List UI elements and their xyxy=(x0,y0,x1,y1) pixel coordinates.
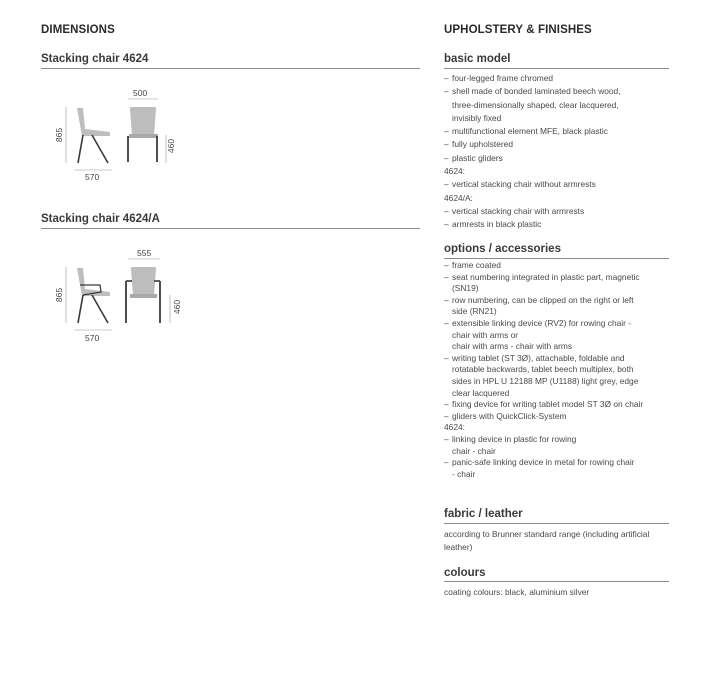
basic_model-line: – armrests in black plastic xyxy=(444,218,676,231)
basic_model-line: – plastic gliders xyxy=(444,152,676,165)
chair-4624-seat-height-label: 460 xyxy=(166,138,177,154)
options-line: clear lacquered xyxy=(452,387,510,398)
options-title: options / accessories xyxy=(444,243,561,255)
options-line: chair with arms or xyxy=(452,329,519,340)
options-line: (SN19) xyxy=(452,283,479,294)
options-line: – linking device in plastic for rowing xyxy=(444,434,676,446)
chair-4624a-width-label: 555 xyxy=(137,248,152,258)
basic_model-line: – vertical stacking chair with armrests xyxy=(444,205,676,218)
options-line: – writing tablet (ST 3Ø), attachable, foldable and xyxy=(444,353,676,365)
options-line: – fixing device for writing tablet model ST 3Ø on chair xyxy=(444,399,676,411)
options-line: 4624: xyxy=(444,422,465,433)
chair-4624a-title: Stacking chair 4624/A xyxy=(41,213,160,225)
options-rule xyxy=(444,258,669,259)
options-line: – row numbering, can be clipped on the right or left xyxy=(444,295,676,307)
basic_model-line: – vertical stacking chair without armrests xyxy=(444,178,676,191)
chair-4624a-depth-label: 570 xyxy=(85,333,100,343)
options-list xyxy=(444,260,676,480)
chair-4624a-drawing xyxy=(50,245,200,345)
upholstery-heading: UPHOLSTERY & FINISHES xyxy=(444,24,592,36)
basic_model-line: 4624/A: xyxy=(444,192,473,203)
basic_model-line: – fully upholstered xyxy=(444,138,676,151)
chair-4624-front-shell xyxy=(130,107,157,135)
options-line: side (RN21) xyxy=(452,306,497,317)
fabric-text: according to Brunner standard range (including artificial leather) xyxy=(444,529,650,552)
chair-4624-svg xyxy=(50,85,200,185)
dimensions-heading: DIMENSIONS xyxy=(41,24,115,36)
options-line: rotatable backwards, tablet beech multiplex, both xyxy=(452,364,634,375)
basic_model-line: – multifunctional element MFE, black plastic xyxy=(444,125,676,138)
fabric-title: fabric / leather xyxy=(444,508,523,520)
options-line: chair with arms - chair with arms xyxy=(452,341,573,352)
options-line: – extensible linking device (RV2) for rowing chair - xyxy=(444,318,676,330)
chair-4624-width-label: 500 xyxy=(133,88,148,98)
chair-4624-title: Stacking chair 4624 xyxy=(41,53,149,65)
basic-model-rule xyxy=(444,68,669,69)
chair-4624a-side-shell xyxy=(77,268,110,296)
basic_model-line: 4624: xyxy=(444,166,465,177)
basic_model-line: – shell made of bonded laminated beech wood, xyxy=(444,85,676,98)
chair-4624-depth-label: 570 xyxy=(85,172,100,182)
chair-4624a-front-shell xyxy=(131,267,157,295)
options-line: – gliders with QuickClick-System xyxy=(444,411,676,423)
colours-title: colours xyxy=(444,567,486,579)
basic_model-line: invisibly fixed xyxy=(452,112,502,123)
fabric-rule xyxy=(444,523,669,524)
chair-4624a-height-label: 865 xyxy=(54,287,65,303)
colours-text: coating colours: black, aluminium silver xyxy=(444,587,590,597)
chair-4624-rule xyxy=(41,68,420,69)
chair-4624a-seat-height-label: 460 xyxy=(172,299,183,315)
chair-4624-drawing xyxy=(50,85,200,185)
chair-4624-height-label: 865 xyxy=(54,127,65,143)
options-line: chair - chair xyxy=(452,445,496,456)
chair-4624-side-shell xyxy=(77,108,110,136)
basic-model-list xyxy=(444,72,676,232)
options-line: – frame coated xyxy=(444,260,676,272)
options-line: – seat numbering integrated in plastic part, magnetic xyxy=(444,272,676,284)
chair-4624a-rule xyxy=(41,228,420,229)
options-line: – panic-safe linking device in metal for rowing chair xyxy=(444,457,676,469)
basic_model-line: – four-legged frame chromed xyxy=(444,72,676,85)
colours-rule xyxy=(444,581,669,582)
options-line: sides in HPL U 12188 MP (U1188) light grey, edge xyxy=(452,375,639,386)
basic_model-line: three-dimensionally shaped, clear lacquered, xyxy=(452,99,619,110)
options-line: - chair xyxy=(452,468,476,479)
chair-4624a-svg xyxy=(50,245,200,345)
basic-model-title: basic model xyxy=(444,53,511,65)
